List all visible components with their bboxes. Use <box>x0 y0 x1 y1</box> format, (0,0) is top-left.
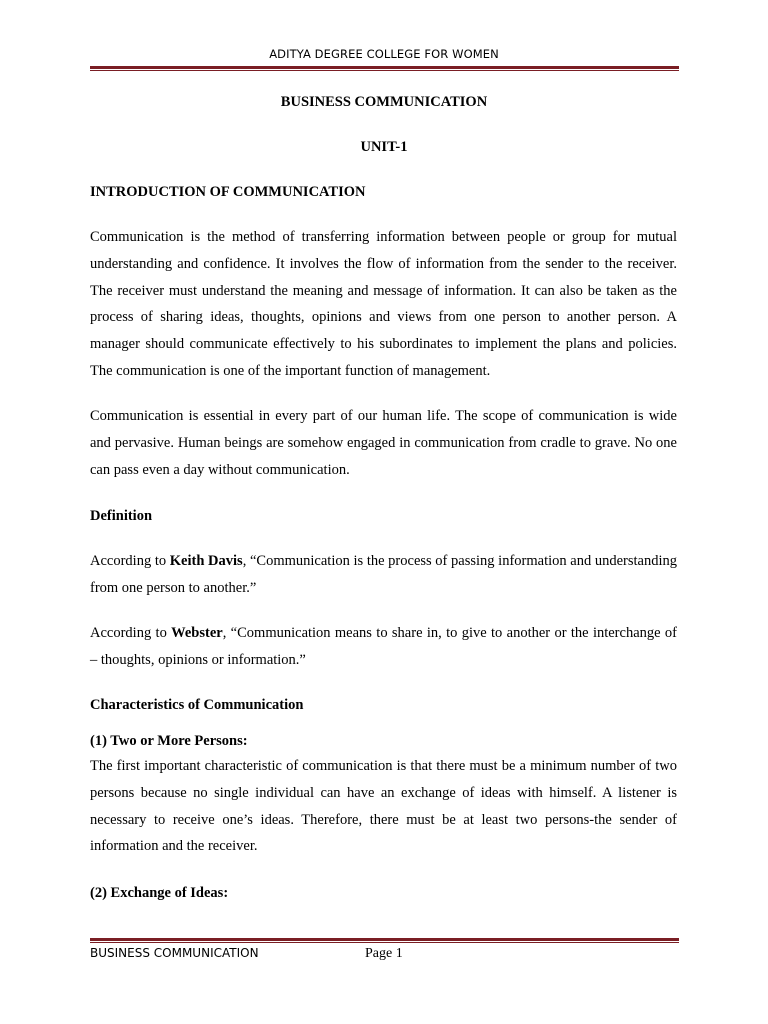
definition-keith-davis <box>90 548 677 602</box>
def1-prefix: According to <box>90 553 170 569</box>
def2-prefix: According to <box>90 625 172 641</box>
def1-author: Keith Davis <box>169 553 243 569</box>
char1-paragraph: The first important characteristic of communication is that there must be a minimum number of two persons because no single individual can have an exchange of ideas with himself. A listener is necessary to receive one’s ideas. Therefore, there must be at least two persons-the sender of information and the receiver. <box>90 758 677 855</box>
char2-heading: (2) Exchange of Ideas: <box>90 885 229 901</box>
unit-heading: UNIT-1 <box>360 139 408 155</box>
intro-paragraph-1: Communication is the method of transferring information between people or group for mutual understanding and confidence. It involves the flow of information from the sender to the receiver. The receiver must understand the meaning and message of information. It can also be taken as the process of sharing ideas, thoughts, opinions and views from one person to another person. A manager should communicate effectively to his subordinates to implement the plans and policies. The communication is one of the important function of management. <box>90 229 677 379</box>
def1-text: , “Communication is the process of passing information and understanding from one person to another.” <box>90 553 678 596</box>
char1-heading: (1) Two or More Persons: <box>90 733 248 749</box>
definition-webster <box>90 620 677 674</box>
def2-author: Webster <box>171 625 223 641</box>
footer-rule <box>90 938 679 943</box>
def2-text: , “Communication means to share in, to give to another or the interchange of – thoughts, opinions or information.” <box>90 625 677 668</box>
section-heading: INTRODUCTION OF COMMUNICATION <box>90 184 366 200</box>
intro-paragraph-2: Communication is essential in every part of our human life. The scope of communication is wide and pervasive. Human beings are somehow engaged in communication from cradle to grave. No one can pass even a day without communication. <box>90 408 677 478</box>
characteristics-heading: Characteristics of Communication <box>90 697 304 713</box>
header-rule <box>90 66 679 71</box>
definition-heading: Definition <box>90 508 153 524</box>
page-header-college: ADITYA DEGREE COLLEGE FOR WOMEN <box>269 47 499 61</box>
document-title: BUSINESS COMMUNICATION <box>280 94 488 110</box>
footer-title: BUSINESS COMMUNICATION <box>90 946 259 960</box>
page-number: Page 1 <box>365 946 403 961</box>
